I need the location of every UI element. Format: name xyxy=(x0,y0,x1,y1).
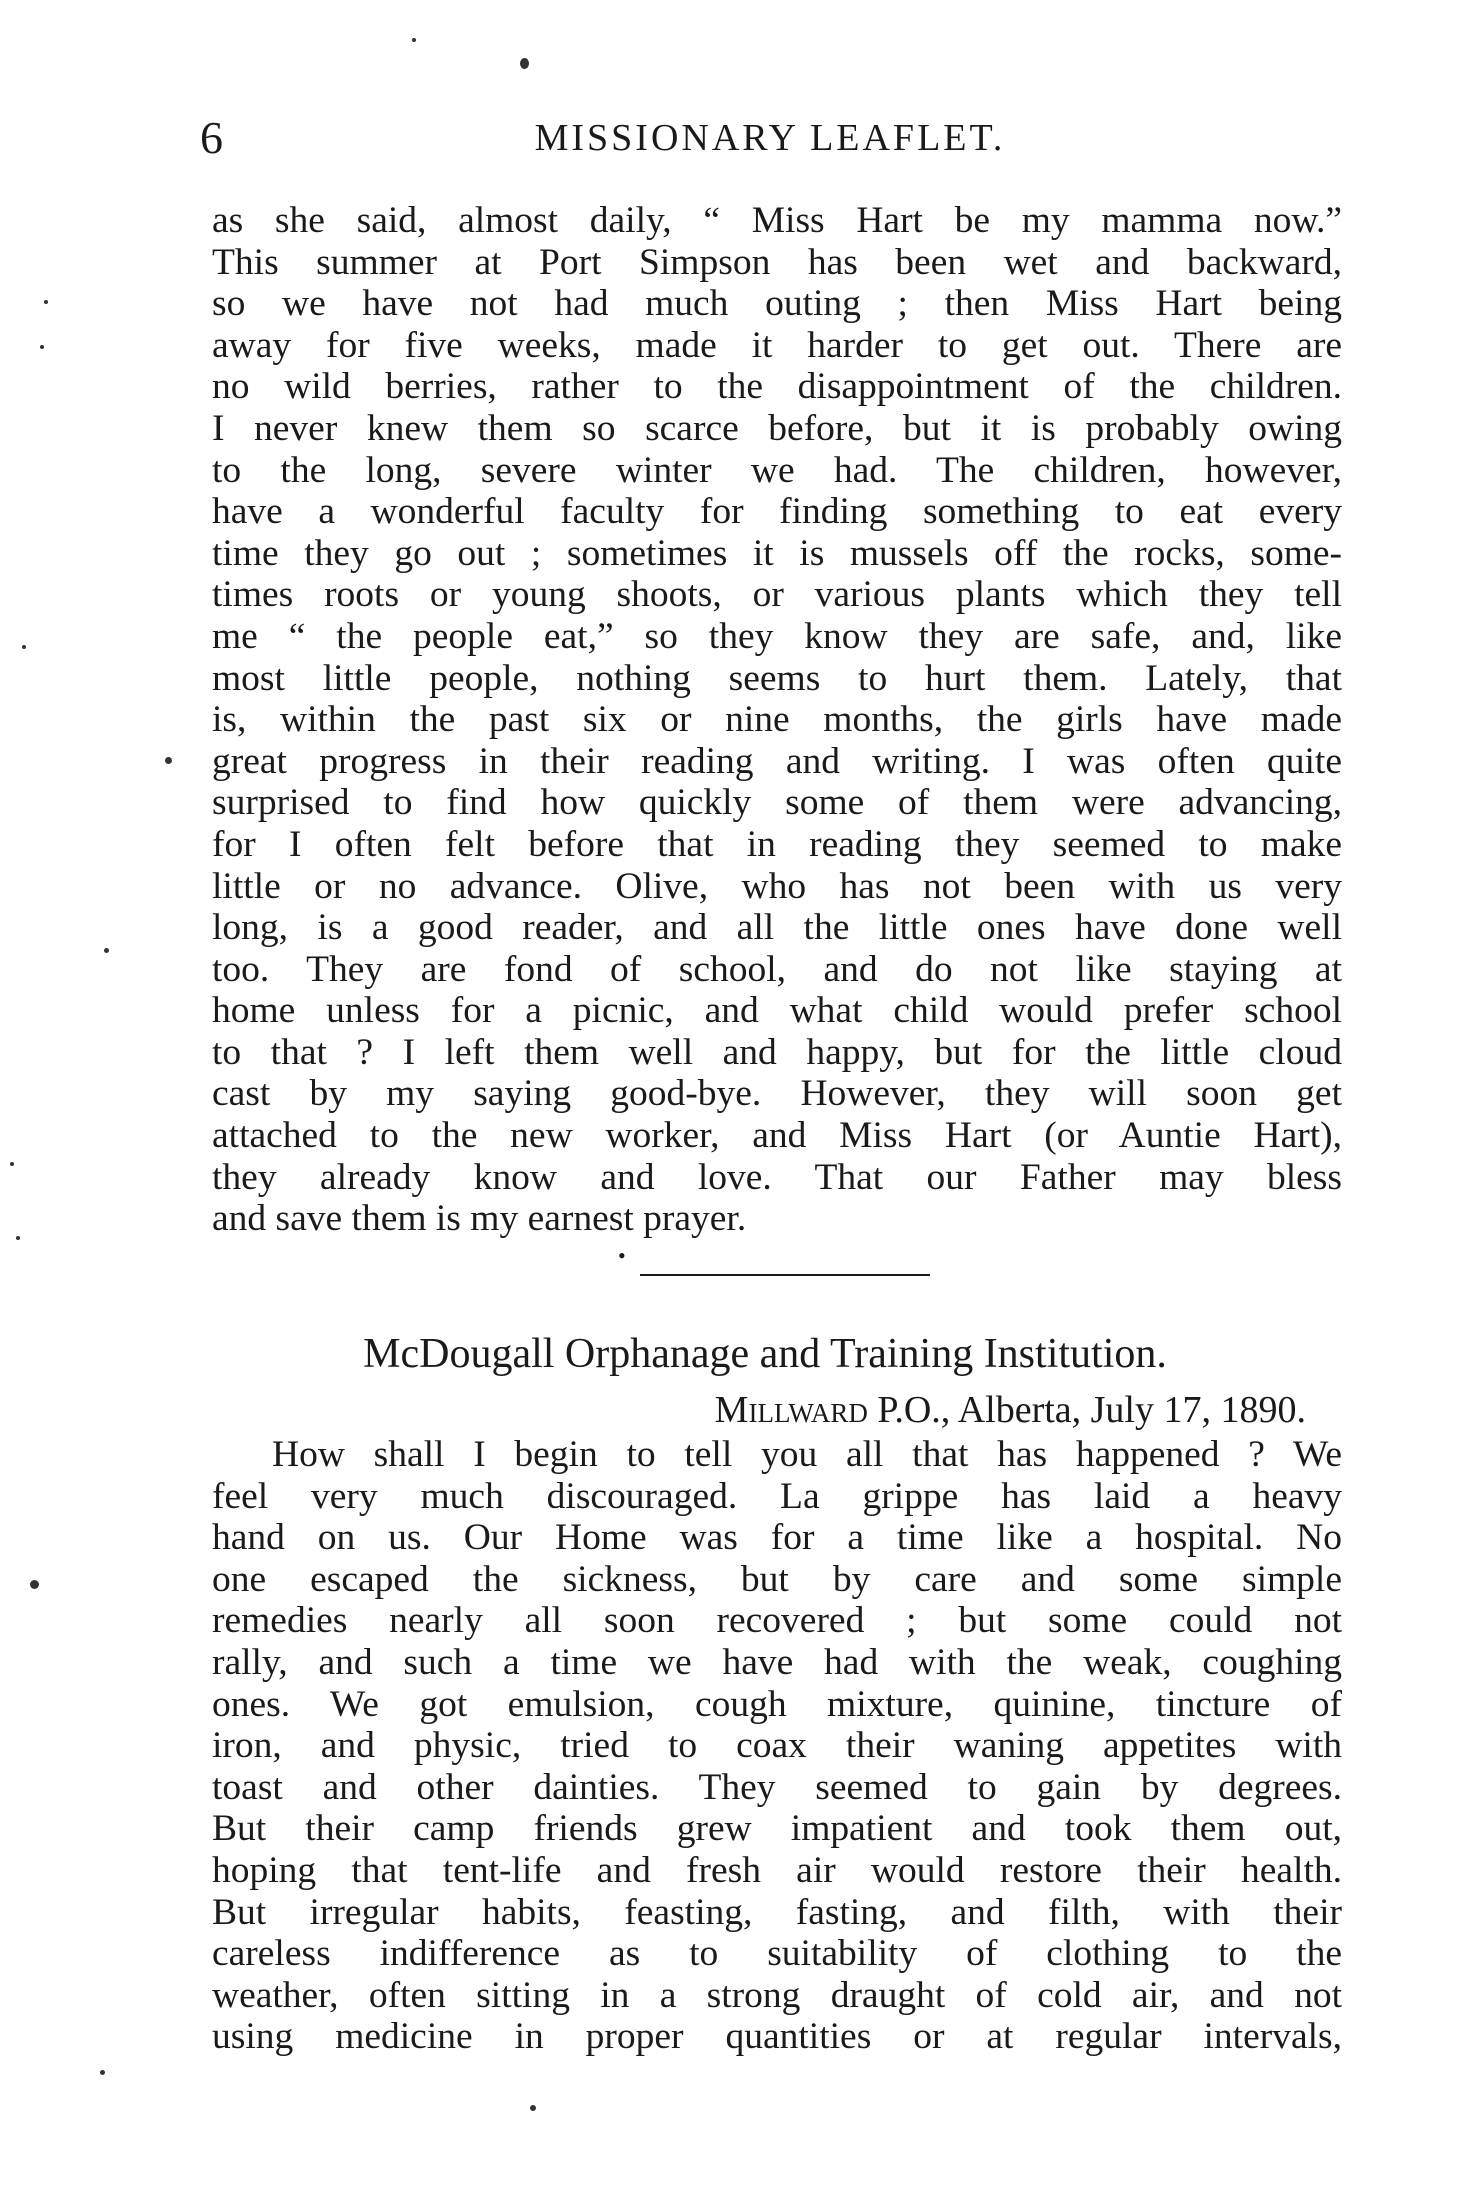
scan-speck xyxy=(530,2105,536,2111)
text-line: feel very much discouraged. La grippe has laid a heavy xyxy=(212,1475,1342,1517)
text-line: I never knew them so scarce before, but it is probably owing xyxy=(212,407,1342,449)
text-line: weather, often sitting in a strong draught of cold air, and not xyxy=(212,1974,1342,2016)
text-line: But irregular habits, feasting, fasting, and filth, with their xyxy=(212,1891,1342,1933)
text-line: have a wonderful faculty for finding something to eat every xyxy=(212,491,1342,533)
text-line: rally, and such a time we have had with the weak, coughing xyxy=(212,1641,1342,1683)
orphanage-letter xyxy=(212,1434,1342,2058)
text-line: hand on us. Our Home was for a time like a hospital. No xyxy=(212,1517,1342,1559)
scan-speck xyxy=(30,1580,39,1589)
text-line: attached to the new worker, and Miss Hart (or Auntie Hart), xyxy=(212,1115,1342,1157)
text-line: hoping that tent-life and fresh air would restore their health. xyxy=(212,1849,1342,1891)
text-line: using medicine in proper quantities or at regular intervals, xyxy=(212,2016,1342,2058)
page-number: 6 xyxy=(200,112,223,163)
scan-speck xyxy=(104,948,109,953)
text-line: iron, and physic, tried to coax their waning appetites with xyxy=(212,1725,1342,1767)
text-line: most little people, nothing seems to hurt them. Lately, that xyxy=(212,657,1342,699)
scan-speck xyxy=(40,345,44,349)
text-line: too. They are fond of school, and do not like staying at xyxy=(212,948,1342,990)
text-line: ones. We got emulsion, cough mixture, quinine, tincture of xyxy=(212,1683,1342,1725)
text-line: is, within the past six or nine months, the girls have made xyxy=(212,699,1342,741)
text-line: to the long, severe winter we had. The children, however, xyxy=(212,449,1342,491)
scan-speck xyxy=(10,1162,14,1166)
text-line: careless indifference as to suitability of clothing to the xyxy=(212,1933,1342,1975)
section-title: McDougall Orphanage and Training Institution. xyxy=(363,1331,1167,1377)
text-line: How shall I begin to tell you all that has happened ? We xyxy=(272,1434,1342,1475)
text-line: great progress in their reading and writing. I was often quite xyxy=(212,740,1342,782)
scan-speck xyxy=(44,300,48,304)
text-line: toast and other dainties. They seemed to gain by degrees. xyxy=(212,1766,1342,1808)
text-line: away for five weeks, made it harder to get out. There are xyxy=(212,324,1342,366)
text-line: This summer at Port Simpson has been wet and backward, xyxy=(212,241,1342,283)
scan-speck xyxy=(165,757,172,764)
page-header xyxy=(200,108,1340,168)
text-line: as she said, almost daily, “ Miss Hart be my mamma now.” xyxy=(212,200,1342,241)
text-line: to that ? I left them well and happy, but for the little cloud xyxy=(212,1031,1342,1073)
text-line: little or no advance. Olive, who has not been with us very xyxy=(212,865,1342,907)
text-line: time they go out ; sometimes it is mussels off the rocks, some- xyxy=(212,532,1342,574)
text-line: and save them is my earnest prayer. xyxy=(212,1198,747,1240)
scan-speck xyxy=(100,2070,105,2075)
text-line: one escaped the sickness, but by care and some simple xyxy=(212,1558,1342,1600)
letter-continuation xyxy=(212,200,1342,1240)
text-line: surprised to find how quickly some of them were advancing, xyxy=(212,782,1342,824)
scan-speck xyxy=(520,58,529,69)
text-line: remedies nearly all soon recovered ; but some could not xyxy=(212,1600,1342,1642)
text-line: so we have not had much outing ; then Miss Hart being xyxy=(212,283,1342,325)
text-line: But their camp friends grew impatient and took them out, xyxy=(212,1808,1342,1850)
scan-speck xyxy=(22,645,26,649)
text-line: me “ the people eat,” so they know they are safe, and, like xyxy=(212,615,1342,657)
scan-speck xyxy=(412,38,416,42)
text-line: home unless for a picnic, and what child would prefer school xyxy=(212,990,1342,1032)
text-line: they already know and love. That our Father may bless xyxy=(212,1156,1342,1198)
text-line: long, is a good reader, and all the little ones have done well xyxy=(212,907,1342,949)
text-line: cast by my saying good-bye. However, they will soon get xyxy=(212,1073,1342,1115)
printer-mark: • xyxy=(618,1243,626,1268)
scan-speck xyxy=(16,1236,20,1240)
dateline-place: Millward P.O., xyxy=(714,1389,951,1431)
dateline xyxy=(200,1386,1306,1434)
text-line: no wild berries, rather to the disappointment of the children. xyxy=(212,366,1342,408)
section-divider xyxy=(640,1274,930,1276)
text-line: times roots or young shoots, or various plants which they tell xyxy=(212,574,1342,616)
text-line: for I often felt before that in reading they seemed to make xyxy=(212,823,1342,865)
dateline-rest: Alberta, July 17, 1890. xyxy=(950,1389,1306,1431)
running-head: MISSIONARY LEAFLET. xyxy=(534,117,1006,159)
